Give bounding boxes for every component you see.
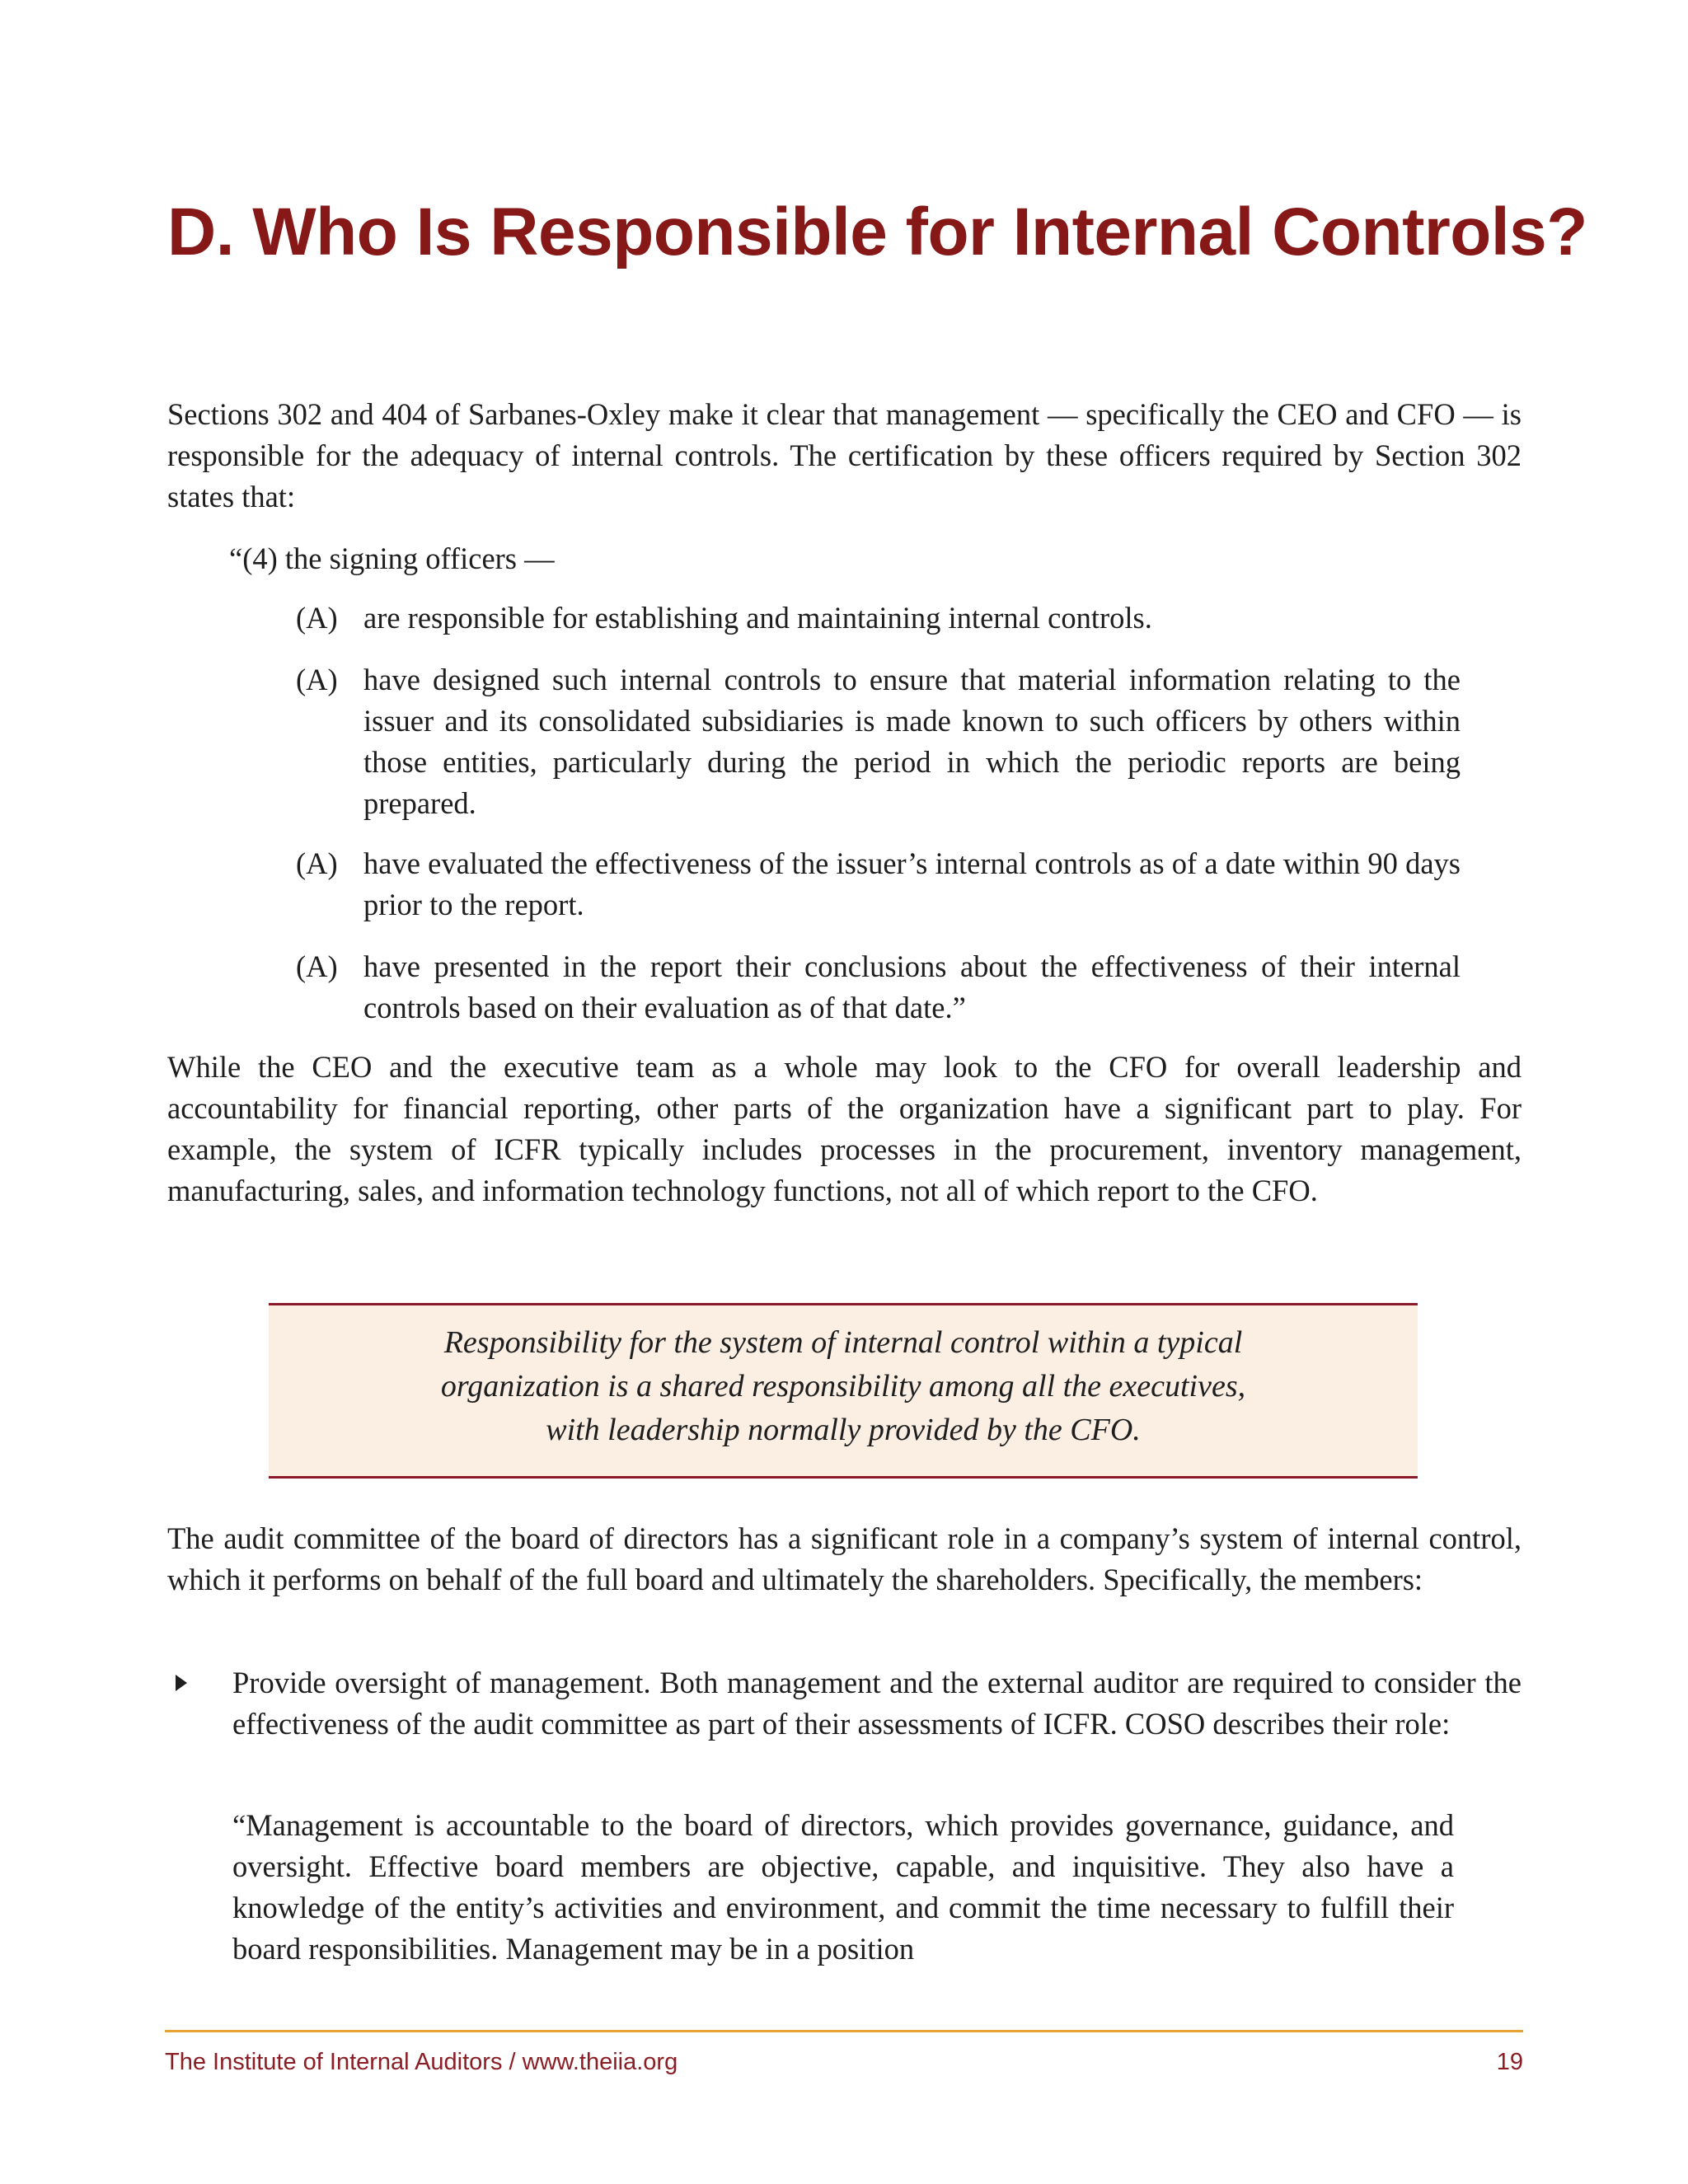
callout-text	[269, 1321, 1418, 1452]
clause-item	[296, 843, 1461, 926]
clause-text: have designed such internal controls to ensure that material information relating to the issuer and its consolidated subsidiaries is made known to such officers by others within those entities, particularly during the period in which the periodic reports are being prepared.	[363, 663, 1461, 820]
clause-text: have presented in the report their conclusions about the effectiveness of their internal controls based on their evaluation as of that date.”	[363, 949, 1461, 1024]
callout-line: with leadership normally provided by the CFO.	[546, 1413, 1141, 1447]
cfo-paragraph: While the CEO and the executive team as a whole may look to the CFO for overall leadership and accountability for financial reporting, other parts of the organization have a significant part to play. For example, the system of ICFR typically includes processes in the procurement, inventory management, manufacturing, sales, and information technology functions, not all of which report to the CFO.	[167, 1050, 1522, 1207]
intro-paragraph: Sections 302 and 404 of Sarbanes-Oxley make it clear that management — specifically the CEO and CFO — is responsible for the adequacy of internal controls. The certification by these officers required by Section 302 states that:	[167, 397, 1522, 513]
audit-committee-paragraph: The audit committee of the board of directors has a significant role in a company’s system of internal control, which it performs on behalf of the full board and ultimately the shareholders. Specifically, the members:	[167, 1521, 1522, 1596]
footer-publisher: The Institute of Internal Auditors / www.theiia.org	[165, 2049, 678, 2075]
triangle-right-icon	[173, 1673, 190, 1693]
page-title: D. Who Is Responsible for Internal Controls?	[167, 194, 1587, 269]
bullet-quote: “Management is accountable to the board of directors, which provides governance, guidance, and oversight. Effective board members are objective, capable, and inquisitive. They also have a knowledge of the entity’s activities and environment, and commit the time necessary to fulfill their board responsibilities. Management may be in a position	[232, 1808, 1454, 1966]
clause-label: (A)	[296, 949, 338, 983]
clause-text: are responsible for establishing and maintaining internal controls.	[363, 601, 1152, 635]
callout-line: organization is a shared responsibility among all the executives,	[440, 1369, 1246, 1404]
clause-label: (A)	[296, 663, 338, 696]
clause-item	[296, 659, 1461, 824]
page-number: 19	[1496, 2049, 1523, 2075]
quote-lead: “(4) the signing officers —	[229, 541, 555, 575]
callout-line: Responsibility for the system of internal control within a typical	[443, 1325, 1243, 1360]
footer-divider	[165, 2030, 1523, 2032]
clause-label: (A)	[296, 601, 338, 635]
pull-quote-callout	[269, 1303, 1418, 1479]
clause-text: have evaluated the effectiveness of the issuer’s internal controls as of a date within 90 days prior to the report.	[363, 846, 1461, 921]
clause-label: (A)	[296, 846, 338, 880]
clause-item	[296, 946, 1461, 1029]
bullet-text: Provide oversight of management. Both management and the external auditor are required to consider the effectiveness of the audit committee as part of their assessments of ICFR. COSO describes their role:	[232, 1666, 1522, 1741]
clause-item	[296, 598, 1461, 639]
